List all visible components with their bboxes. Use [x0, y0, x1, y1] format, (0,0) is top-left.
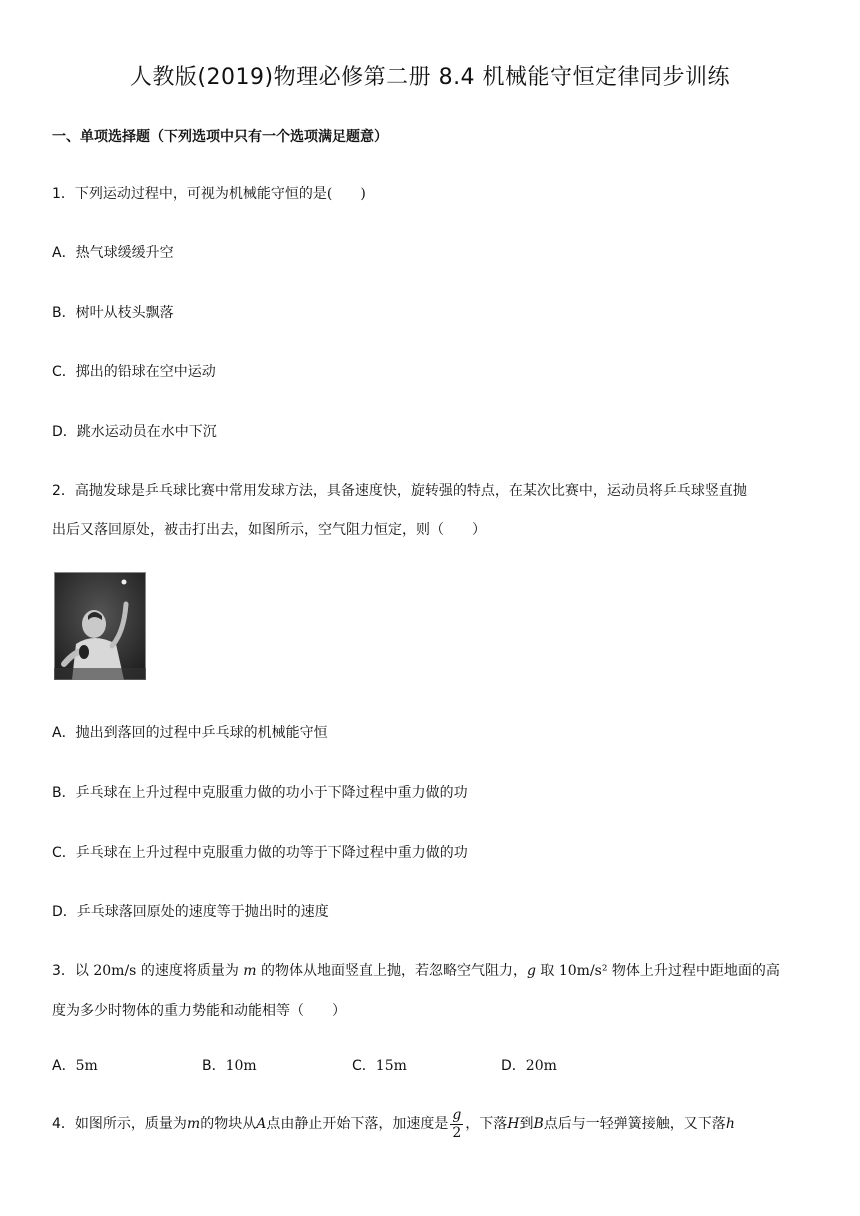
question-number: 1． [52, 186, 75, 202]
question-text-part: 点后与一轻弹簧接触，又下落 [543, 1116, 726, 1132]
option-text: 5m [75, 1058, 98, 1074]
q3-options-row [52, 1056, 812, 1076]
question-number: 3． [52, 963, 75, 979]
q1-option-a [52, 243, 812, 263]
q3-option-d [501, 1056, 557, 1076]
option-text: 乒乓球在上升过程中克服重力做的功等于下降过程中重力做的功 [75, 845, 468, 861]
option-label: A． [52, 1058, 76, 1074]
option-text: 乒乓球在上升过程中克服重力做的功小于下降过程中重力做的功 [75, 785, 468, 801]
question-text-part: 以 20m/s 的速度将质量为 [74, 963, 244, 979]
question-4-stem [52, 1104, 812, 1144]
point-b-symbol: B [533, 1116, 544, 1132]
option-label: C． [352, 1058, 376, 1074]
question-text-part: 到 [519, 1116, 534, 1132]
question-text: 高抛发球是乒乓球比赛中常用发球方法，具备速度快，旋转强的特点，在某次比赛中，运动员将乒乓球竖直抛 [74, 483, 747, 499]
option-label: D． [501, 1058, 526, 1074]
option-label: B． [202, 1058, 226, 1074]
q1-option-d [52, 422, 812, 442]
option-label: B． [52, 305, 76, 321]
option-text: 热气球缓缓升空 [75, 245, 174, 261]
q1-option-b [52, 303, 812, 323]
option-text: 15m [375, 1058, 407, 1074]
question-number: 2． [52, 483, 75, 499]
q2-option-a [52, 723, 812, 743]
question-2-stem-line2: 出后又落回原处，被击打出去，如图所示，空气阻力恒定，则（ ） [52, 522, 486, 538]
mass-symbol: m [243, 963, 257, 979]
fraction-denominator: 2 [452, 1124, 462, 1141]
q2-option-b [52, 783, 812, 803]
option-label: D． [52, 904, 77, 920]
small-h-symbol: h [725, 1116, 735, 1132]
q3-option-a [52, 1056, 98, 1076]
q3-option-b [202, 1056, 257, 1076]
option-label: B． [52, 785, 76, 801]
option-label: C． [52, 845, 76, 861]
question-1-stem [52, 184, 812, 204]
q1-option-c [52, 362, 812, 382]
option-text: 10m [225, 1058, 257, 1074]
question-text-part: 的物块从 [200, 1116, 257, 1132]
q2-option-d [52, 902, 812, 922]
option-label: D． [52, 424, 77, 440]
q3-option-c [352, 1056, 407, 1076]
q2-option-c [52, 843, 812, 863]
mass-symbol: m [186, 1116, 201, 1132]
question-text-part: 的物体从地面竖直上抛，若忽略空气阻力， [256, 963, 527, 979]
question-text-part: 如图所示，质量为 [74, 1116, 187, 1132]
question-text-part: 取 10m/s² 物体上升过程中距地面的高 [535, 963, 780, 979]
option-text: 掷出的铅球在空中运动 [75, 364, 216, 380]
option-text: 树叶从枝头飘落 [75, 305, 174, 321]
question-3-stem-line2: 度为多少时物体的重力势能和动能相等（ ） [52, 1003, 346, 1019]
question-3-stem-line1 [52, 961, 812, 981]
question-text-part: 点由静止开始下落，加速度是 [266, 1116, 449, 1132]
section-heading: 一、单项选择题（下列选项中只有一个选项满足题意） [52, 129, 388, 145]
question-2-stem-line1 [52, 481, 812, 501]
gravity-symbol: g [527, 963, 536, 979]
question-number: 4． [52, 1116, 75, 1132]
option-label: A． [52, 725, 76, 741]
option-text: 乒乓球落回原处的速度等于抛出时的速度 [76, 904, 329, 920]
option-text: 跳水运动员在水中下沉 [76, 424, 217, 440]
table-tennis-serve-photo [54, 572, 146, 680]
page-title: 人教版(2019)物理必修第二册 8.4 机械能守恒定律同步训练 [129, 65, 731, 90]
fraction-numerator: g [452, 1106, 462, 1123]
option-label: C． [52, 364, 76, 380]
question-text: 下列运动过程中，可视为机械能守恒的是( ) [74, 186, 366, 202]
point-a-symbol: A [256, 1116, 267, 1132]
height-h-symbol: H [507, 1116, 520, 1132]
option-label: A． [52, 245, 76, 261]
option-text: 抛出到落回的过程中乒乓球的机械能守恒 [75, 725, 328, 741]
question-text-part: ，下落 [465, 1116, 508, 1132]
option-text: 20m [525, 1058, 557, 1074]
acceleration-fraction [450, 1107, 463, 1142]
